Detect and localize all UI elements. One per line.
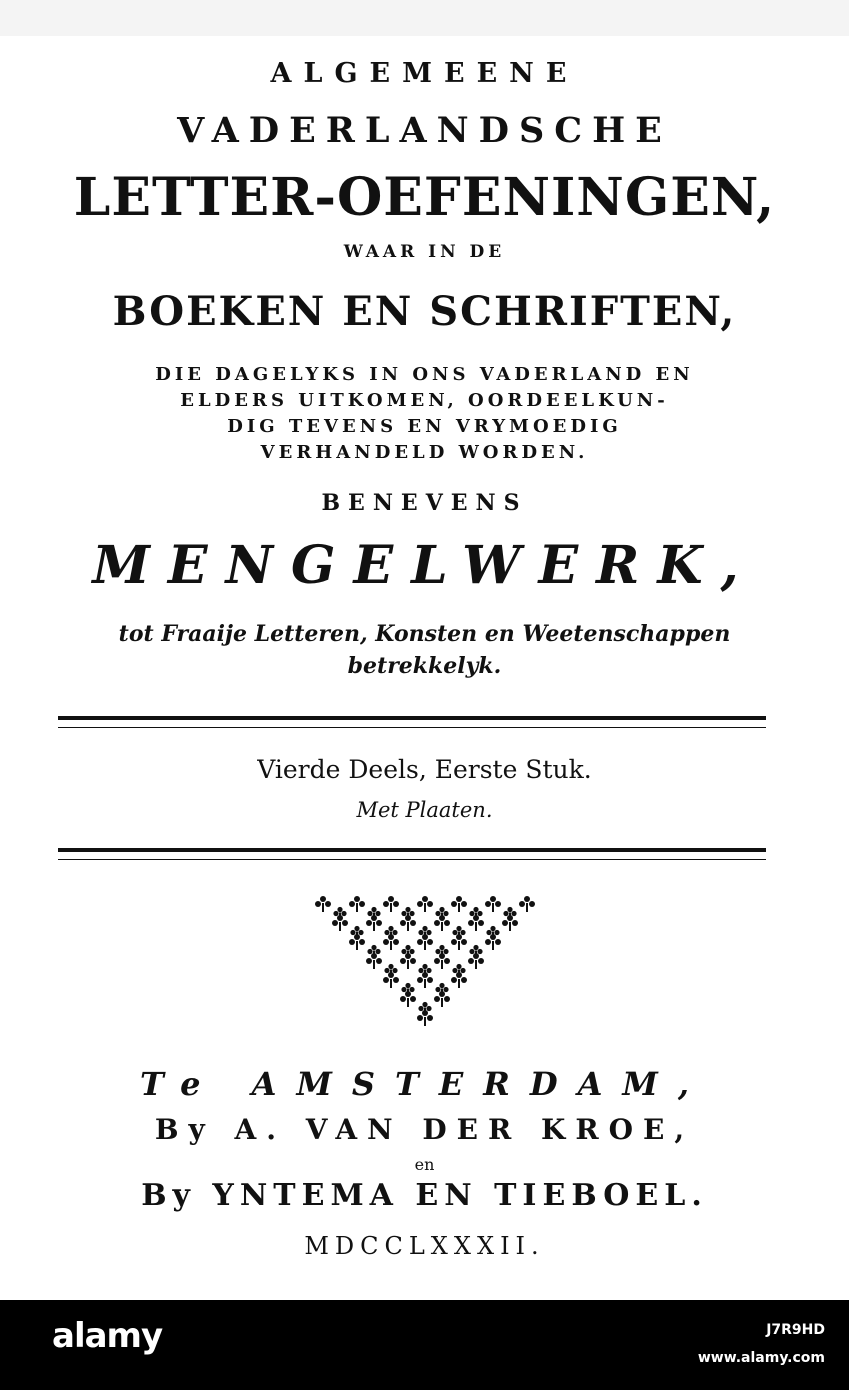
title-line-algemeene: ALGEMEENE bbox=[270, 58, 579, 89]
fleuron-cross-icon bbox=[400, 991, 416, 1007]
fleuron-cross-icon bbox=[417, 934, 433, 950]
fleuron-cross-icon bbox=[485, 934, 501, 950]
fleuron-cross-icon bbox=[451, 896, 467, 912]
title-line-letter-oefeningen: LETTER-OEFENINGEN, bbox=[73, 167, 776, 228]
fleuron-cross-icon bbox=[349, 934, 365, 950]
fleuron-cross-icon bbox=[434, 953, 450, 969]
fleuron-cross-icon bbox=[366, 915, 382, 931]
fleuron-cross-icon bbox=[434, 991, 450, 1007]
fleuron-cross-icon bbox=[383, 934, 399, 950]
fleuron-cross-icon bbox=[349, 896, 365, 912]
double-rule-thin bbox=[58, 859, 766, 860]
title-line-vaderlandsche: VADERLANDSCHE bbox=[177, 110, 672, 151]
watermark-url: www.alamy.com bbox=[697, 1350, 825, 1366]
title-line-boeken-en-schriften: BOEKEN EN SCHRIFTEN, bbox=[112, 288, 737, 335]
fleuron-cross-icon bbox=[417, 972, 433, 988]
imprint-conjunction: en bbox=[414, 1155, 435, 1174]
fleuron-cross-icon bbox=[400, 915, 416, 931]
fleuron-cross-icon bbox=[383, 896, 399, 912]
watermark-logo: alamy bbox=[52, 1316, 163, 1356]
double-rule-thick bbox=[58, 716, 766, 720]
volume-line: Vierde Deels, Eerste Stuk. bbox=[257, 755, 592, 784]
subtitle-line: betrekkelyk. bbox=[347, 653, 502, 679]
double-rule-thick bbox=[58, 848, 766, 852]
scan-top-margin bbox=[0, 0, 849, 36]
fleuron-cross-icon bbox=[417, 896, 433, 912]
imprint-place: Te AMSTERDAM, bbox=[140, 1065, 709, 1103]
imprint-year: MDCCLXXXII. bbox=[304, 1232, 545, 1260]
fleuron-cross-icon bbox=[434, 915, 450, 931]
imprint-publisher-1: By A. VAN DER KROE, bbox=[154, 1113, 695, 1146]
description-line: ELDERS UITKOMEN, OORDEELKUN- bbox=[180, 390, 669, 411]
fleuron-cross-icon bbox=[519, 896, 535, 912]
fleuron-cross-icon bbox=[468, 915, 484, 931]
fleuron-cross-icon bbox=[366, 953, 382, 969]
fleuron-cross-icon bbox=[468, 953, 484, 969]
watermark-image-code: J7R9HD bbox=[766, 1322, 825, 1338]
title-line-mengelwerk: MENGELWERK, bbox=[92, 535, 757, 596]
imprint-publisher-2: By YNTEMA EN TIEBOEL. bbox=[141, 1178, 708, 1213]
subtitle-block bbox=[0, 618, 849, 682]
fleuron-cross-icon bbox=[332, 915, 348, 931]
fleuron-cross-icon bbox=[451, 972, 467, 988]
description-line: VERHANDELD WORDEN. bbox=[260, 442, 589, 463]
fleuron-cross-icon bbox=[485, 896, 501, 912]
fleuron-cross-icon bbox=[315, 896, 331, 912]
subtitle-line: tot Fraaije Letteren, Konsten en Weetenschappen bbox=[118, 621, 731, 647]
fleuron-cross-icon bbox=[451, 934, 467, 950]
fleuron-cross-icon bbox=[400, 953, 416, 969]
description-line: DIG TEVENS EN VRYMOEDIG bbox=[227, 416, 622, 437]
description-line: DIE DAGELYKS IN ONS VADERLAND EN bbox=[155, 364, 694, 385]
title-line-waar-in-de: WAAR IN DE bbox=[343, 242, 506, 262]
fleuron-cross-icon bbox=[502, 915, 518, 931]
title-description bbox=[0, 362, 849, 466]
title-line-benevens: BENEVENS bbox=[321, 490, 528, 516]
fleuron-cross-icon bbox=[417, 1010, 433, 1026]
fleuron-cross-icon bbox=[383, 972, 399, 988]
fleuron-triangle-icon bbox=[0, 892, 849, 1042]
double-rule-thin bbox=[58, 727, 766, 728]
plates-line: Met Plaaten. bbox=[356, 798, 493, 822]
